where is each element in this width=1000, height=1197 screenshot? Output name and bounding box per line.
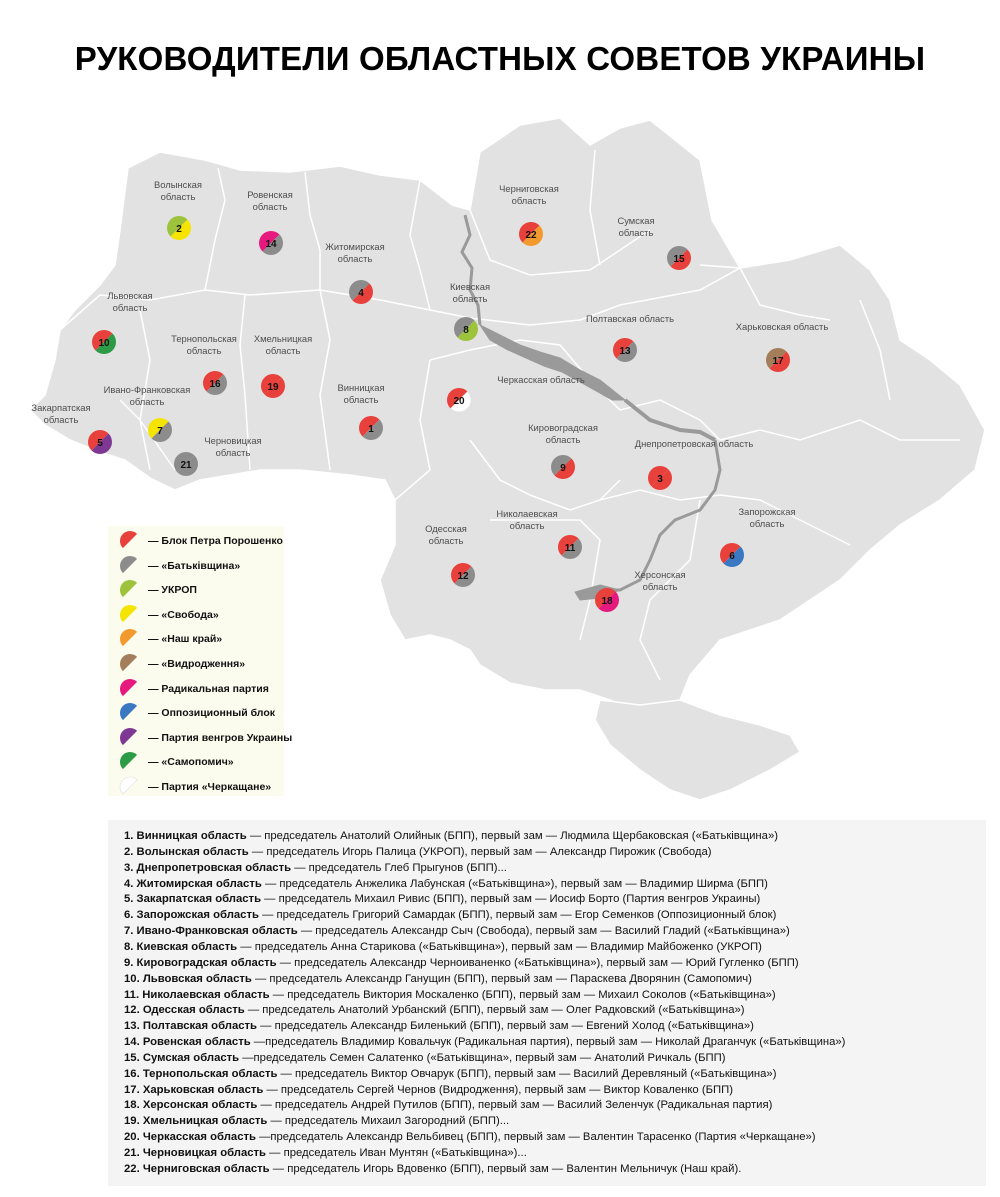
list-item-region: 14. Ровенская область	[124, 1036, 251, 1049]
region-pie-15	[667, 246, 691, 270]
legend-swatch-icon	[118, 751, 142, 773]
legend-label: — Радикальная партия	[148, 682, 269, 695]
pie-number: 17	[772, 356, 784, 367]
region-pie-6	[720, 543, 744, 567]
list-item-region: 21. Черновицкая область	[124, 1147, 267, 1159]
pie-number: 15	[673, 254, 685, 265]
list-item	[124, 893, 760, 905]
pie-number: 1	[368, 424, 374, 435]
region-pie-12	[451, 563, 475, 587]
legend-swatch-icon	[118, 555, 142, 577]
pie-number: 10	[98, 338, 110, 349]
list-item-text: — председатель Анна Старикова («Батьківщина»), первый зам — Владимир Майбоженко (УКРОП)	[237, 940, 762, 953]
list-item-text: — председатель Глеб Прыгунов (БПП)...	[291, 861, 507, 874]
region-pie-8	[454, 317, 478, 341]
list-item	[124, 957, 799, 969]
legend-label: — Партия «Черкащане»	[148, 781, 272, 793]
legend-item	[118, 629, 222, 649]
region-pie-4	[349, 280, 373, 304]
region-label: Одесская область	[425, 523, 467, 546]
pie-number: 9	[560, 463, 566, 474]
legend-label: — Оппозиционный блок	[148, 707, 275, 720]
legend-item	[118, 531, 283, 551]
list-item	[124, 1004, 745, 1016]
legend-label: — «Самопомич»	[148, 756, 234, 769]
legend-label: — УКРОП	[148, 584, 197, 597]
region-label: Днепропетровская область	[634, 438, 754, 449]
list-item-text: — председатель Григорий Самардак (БПП), первый зам — Егор Семенков (Оппозиционный блок)	[258, 909, 777, 922]
list-item-region: 5. Закарпатская область	[124, 893, 262, 906]
legend-item	[118, 679, 269, 699]
list-item-region: 22. Черниговская область	[124, 1162, 270, 1175]
region-label: Львовская область	[107, 290, 153, 313]
legend-item	[118, 580, 197, 600]
region-label: Запорожская область	[738, 506, 796, 529]
legend-swatch-icon	[118, 678, 142, 700]
region-pie-11	[558, 535, 582, 559]
list-item-text: —председатель Владимир Ковальчук (Радикальная партия), первый зам — Николай Драганчук («Батьківщина»)	[250, 1036, 846, 1049]
region-pie-21	[174, 452, 198, 476]
region-pie-17	[766, 348, 790, 372]
list-item-region: 9. Кировоградская область	[124, 956, 277, 969]
pie-number: 8	[463, 325, 469, 336]
list-item-text: — председатель Анжелика Лабунская («Батьківщина»), первый зам — Владимир Ширма (БПП)	[261, 877, 768, 890]
pie-number: 6	[729, 551, 735, 562]
list-item-text: — председатель Анатолий Урбанский (БПП), первый зам — Олег Радковский («Батьківщина»)	[244, 1004, 745, 1017]
list-item	[124, 1036, 845, 1048]
list-item-text: —председатель Семен Салатенко («Батьківщина», первый зам — Анатолий Ричкаль (БПП)	[239, 1051, 726, 1064]
region-label: Херсонская область	[634, 569, 686, 592]
region-label: Житомирская область	[325, 241, 385, 264]
list-item-region: 19. Хмельницкая область	[124, 1115, 268, 1128]
list-item-region: 20. Черкасская область	[124, 1131, 256, 1144]
pie-number: 11	[564, 543, 576, 554]
pie-number: 21	[180, 460, 192, 471]
region-pie-18	[595, 588, 619, 612]
list-item-region: 1. Винницкая область	[124, 830, 247, 842]
list-item-text: — председатель Андрей Путилов (БПП), первый зам — Василий Зеленчук (Радикальная партия)	[257, 1099, 773, 1112]
list-item	[124, 1068, 776, 1080]
list-item	[124, 1131, 816, 1143]
region-label: Закарпатская область	[31, 402, 91, 425]
legend-swatch-icon	[118, 628, 142, 650]
list-item-text: — председатель Александр Ганущин (БПП), первый зам — Параскева Дворянин (Самопомич)	[251, 972, 752, 985]
legend-label: — Блок Петра Порошенко	[148, 535, 283, 547]
list-item	[124, 1115, 509, 1127]
list-item-text: — председатель Александр Сыч (Свобода), первый зам — Василий Гладий («Батьківщина»)	[297, 925, 790, 938]
list-item-region: 4. Житомирская область	[124, 877, 262, 890]
region-label: Черновицкая область	[204, 435, 262, 458]
region-label: Сумская область	[617, 215, 655, 238]
legend-item	[118, 777, 271, 797]
region-label: Черкасская область	[497, 374, 585, 385]
region-label: Ивано-Франковская область	[103, 384, 191, 407]
region-label: Винницкая область	[337, 382, 385, 405]
region-label: Полтавская область	[585, 313, 675, 324]
pie-number: 16	[209, 379, 221, 390]
region-pie-7	[148, 418, 172, 442]
legend-label: — «Свобода»	[148, 608, 219, 621]
region-label: Киевская область	[449, 281, 491, 304]
pie-number: 2	[176, 224, 182, 235]
list-item	[124, 941, 762, 953]
region-label: Николаевская область	[496, 508, 558, 531]
legend-item	[118, 654, 245, 674]
list-item-text: — председатель Виктор Овчарук (БПП), первый зам — Василий Деревляный («Батьківщина»)	[277, 1067, 777, 1080]
list-item	[124, 878, 768, 890]
region-pie-20	[447, 388, 471, 412]
list-item-text: — председатель Александр Биленький (БПП), первый зам — Евгений Холод («Батьківщина»)	[257, 1020, 754, 1033]
list-item	[124, 989, 776, 1001]
list-item-region: 16. Тернопольская область	[124, 1067, 278, 1080]
region-pie-10	[92, 330, 116, 354]
legend-swatch-icon	[118, 653, 142, 675]
region-pie-16	[203, 371, 227, 395]
legend-label: — «Наш край»	[148, 633, 223, 646]
legend	[108, 526, 293, 796]
list-item-region: 8. Киевская область	[124, 940, 238, 953]
legend-label: — Партия венгров Украины	[148, 731, 293, 744]
list-item	[124, 1099, 772, 1111]
region-label: Харьковская область	[735, 321, 829, 332]
legend-item	[118, 556, 240, 576]
list-item-region: 17. Харьковская область	[124, 1083, 264, 1096]
pie-number: 7	[157, 426, 163, 437]
pie-number: 5	[97, 438, 103, 449]
region-pie-3	[648, 466, 672, 490]
list-item-region: 3. Днепропетровская область	[124, 861, 292, 874]
list-item	[124, 1020, 754, 1032]
list-item-text: — председатель Михаил Ривис (БПП), первый зам — Иосиф Борто (Партия венгров Украины)	[261, 893, 761, 906]
legend-label: — «Видродження»	[148, 658, 246, 670]
list-item	[124, 1147, 527, 1159]
list-item-region: 10. Львовская область	[124, 972, 252, 985]
leaders-list	[108, 820, 986, 1186]
legend-swatch-icon	[118, 702, 142, 724]
legend-item	[118, 703, 275, 723]
legend-swatch-icon	[118, 776, 142, 798]
legend-swatch-icon	[118, 727, 142, 749]
list-item	[124, 1052, 726, 1064]
legend-item	[118, 752, 234, 772]
region-pie-2	[167, 216, 191, 240]
list-item-region: 11. Николаевская область	[124, 988, 270, 1001]
region-pie-1	[359, 416, 383, 440]
region-label: Волынская область	[154, 179, 202, 202]
legend-swatch-icon	[118, 530, 142, 552]
list-item-region: 7. Ивано-Франковская область	[124, 925, 298, 938]
region-pie-5	[88, 430, 112, 454]
legend-swatch-icon	[118, 579, 142, 601]
legend-swatch-icon	[118, 604, 142, 626]
list-item-text: —председатель Александр Вельбивец (БПП), первый зам — Валентин Тарасенко (Партия «Черкащане»)	[255, 1131, 816, 1144]
list-item-text: — председатель Анатолий Олийнык (БПП), первый зам — Людмила Щербаковская («Батьківщина»)	[246, 830, 778, 842]
pie-number: 22	[525, 230, 537, 241]
region-label: Ровенская область	[247, 189, 293, 212]
list-item-region: 15. Сумская область	[124, 1051, 240, 1064]
list-item	[124, 846, 712, 858]
pie-number: 13	[619, 346, 631, 357]
list-item	[124, 1163, 741, 1175]
list-item	[124, 862, 507, 874]
region-label: Кировоградская область	[528, 422, 598, 445]
region-label: Тернопольская область	[171, 333, 237, 356]
region-pie-13	[613, 338, 637, 362]
list-item	[124, 830, 778, 842]
page-title: РУКОВОДИТЕЛИ ОБЛАСТНЫХ СОВЕТОВ УКРАИНЫ	[74, 40, 926, 77]
region-pie-19	[261, 374, 285, 398]
legend-label: — «Батьківщина»	[148, 559, 241, 572]
region-pie-14	[259, 231, 283, 255]
pie-number: 14	[265, 239, 277, 250]
region-label: Черниговская область	[499, 183, 559, 206]
list-item	[124, 925, 790, 937]
list-item-text: — председатель Игорь Палица (УКРОП), первый зам — Александр Пирожик (Свобода)	[248, 845, 712, 858]
pie-number: 12	[457, 571, 469, 582]
region-label: Хмельницкая область	[253, 333, 313, 356]
list-item-region: 12. Одесская область	[124, 1004, 245, 1017]
list-item-region: 13. Полтавская область	[124, 1020, 258, 1033]
list-item-text: — председатель Михаил Загородний (БПП)...	[267, 1115, 510, 1128]
list-item-text: — председатель Александр Черноиваненко («Батьківщина»), первый зам — Юрий Гугленко (БПП)	[276, 956, 799, 969]
list-item-text: — председатель Иван Мунтян («Батьківщина»)...	[266, 1147, 527, 1159]
pie-number: 20	[453, 396, 465, 407]
list-item-text: — председатель Игорь Вдовенко (БПП), первый зам — Валентин Мельничук (Наш край).	[269, 1162, 742, 1175]
region-pie-22	[519, 222, 543, 246]
list-item	[124, 909, 776, 921]
list-item	[124, 1084, 733, 1096]
list-item-region: 6. Запорожская область	[124, 909, 259, 922]
list-item-region: 2. Волынская область	[124, 845, 249, 858]
pie-number: 4	[358, 288, 364, 299]
list-item-region: 18. Херсонская область	[124, 1099, 258, 1112]
legend-item	[118, 728, 292, 748]
list-item	[124, 973, 752, 985]
list-item-text: — председатель Виктория Москаленко (БПП), первый зам — Михаил Соколов («Батьківщина»)	[269, 988, 776, 1001]
pie-number: 3	[657, 474, 663, 485]
pie-number: 19	[267, 382, 279, 393]
pie-number: 18	[601, 596, 613, 607]
legend-item	[118, 605, 219, 625]
region-pie-9	[551, 455, 575, 479]
list-item-text: — председатель Сергей Чернов (Видродження), первый зам — Виктор Коваленко (БПП)	[263, 1083, 734, 1096]
